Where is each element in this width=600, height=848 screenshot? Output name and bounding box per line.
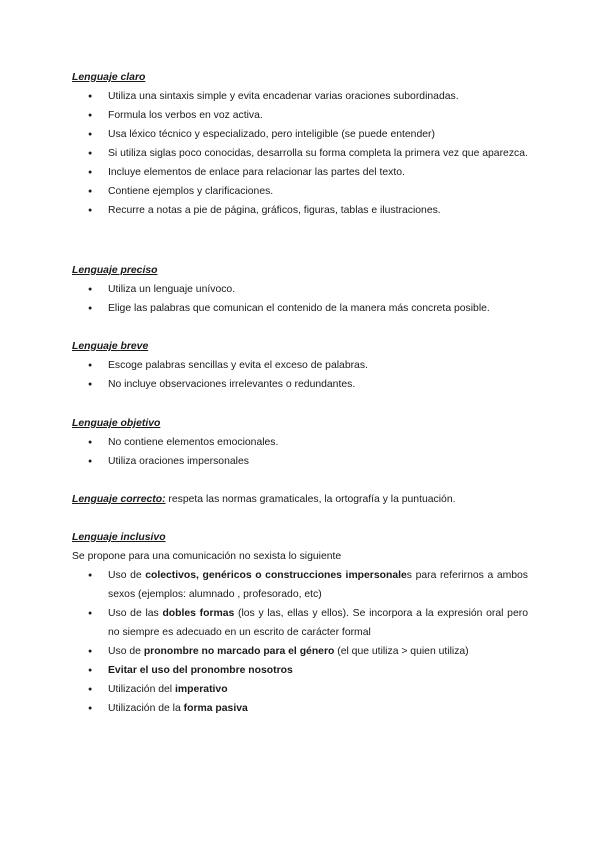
list-item: ● Incluye elementos de enlace para relacionar las partes del texto.	[72, 163, 528, 182]
heading-lenguaje-breve: Lenguaje breve	[72, 341, 149, 352]
list-lenguaje-breve	[72, 356, 528, 394]
list-item	[72, 661, 528, 680]
section-lenguaje-claro	[72, 68, 528, 220]
lenguaje-correcto-paragraph	[72, 490, 528, 509]
item-text: (los y las, ellas y ellos). Se incorpora a la expresión oral pero no siempre es adecuado en un escrito de carácter formal	[108, 608, 528, 638]
list-item: ● Formula los verbos en voz activa.	[72, 106, 528, 125]
list-item: ● Contiene ejemplos y clarificaciones.	[72, 182, 528, 201]
section-lenguaje-objetivo	[72, 414, 528, 471]
lenguaje-inclusivo-intro: Se propone para una comunicación no sexista lo siguiente	[72, 551, 342, 562]
section-lenguaje-breve	[72, 337, 528, 394]
item-bold-text: pronombre no marcado para el género	[143, 646, 335, 657]
item-text: s para referirnos a ambos sexos (ejemplos: alumnado , profesorado, etc)	[108, 570, 529, 600]
list-item: ● Utiliza oraciones impersonales	[72, 452, 528, 471]
list-item: ● Usa léxico técnico y especializado, pero inteligible (se puede entender)	[72, 125, 528, 144]
item-text: (el que utiliza > quien utiliza)	[334, 646, 469, 657]
section-lenguaje-inclusivo	[72, 528, 528, 718]
list-item: ● Escoge palabras sencillas y evita el exceso de palabras.	[72, 356, 528, 375]
item-text: Uso de las	[108, 608, 163, 619]
lenguaje-correcto-text: respeta las normas gramaticales, la ortografía y la puntuación.	[165, 494, 456, 505]
heading-lenguaje-objetivo: Lenguaje objetivo	[72, 418, 161, 429]
list-item: ● No contiene elementos emocionales.	[72, 433, 528, 452]
list-item: ● Utiliza una sintaxis simple y evita encadenar varias oraciones subordinadas.	[72, 87, 528, 106]
list-item	[72, 604, 528, 642]
heading-lenguaje-claro: Lenguaje claro	[72, 72, 146, 83]
list-item: ● Si utiliza siglas poco conocidas, desarrolla su forma completa la primera vez que aparezca.	[72, 144, 528, 163]
item-bold-text: imperativo	[175, 684, 228, 695]
item-text: Uso de	[108, 570, 146, 581]
item-text: Utilización de la	[108, 703, 184, 714]
list-item: ● Utiliza un lenguaje unívoco.	[72, 280, 528, 299]
list-lenguaje-inclusivo	[72, 566, 528, 718]
list-lenguaje-preciso	[72, 280, 528, 318]
list-item	[72, 680, 528, 699]
list-item: ● No incluye observaciones irrelevantes o redundantes.	[72, 375, 528, 394]
list-lenguaje-objetivo	[72, 433, 528, 471]
list-item	[72, 642, 528, 661]
item-bold-text: dobles formas	[162, 608, 235, 619]
list-item	[72, 699, 528, 718]
heading-lenguaje-correcto: Lenguaje correcto:	[72, 494, 166, 505]
list-item: ● Elige las palabras que comunican el contenido de la manera más concreta posible.	[72, 299, 528, 318]
item-bold-text: Evitar el uso del pronombre nosotros	[108, 665, 293, 676]
heading-lenguaje-preciso: Lenguaje preciso	[72, 265, 158, 276]
item-text: Uso de	[108, 646, 144, 657]
section-lenguaje-correcto	[72, 490, 528, 509]
section-lenguaje-preciso	[72, 261, 528, 318]
item-text: Utilización del	[108, 684, 175, 695]
heading-lenguaje-inclusivo: Lenguaje inclusivo	[72, 532, 166, 543]
item-bold-text: colectivos, genéricos o construcciones impersonale	[145, 570, 407, 581]
list-item: ● Recurre a notas a pie de página, gráficos, figuras, tablas e ilustraciones.	[72, 201, 528, 220]
list-lenguaje-claro	[72, 87, 528, 220]
list-item	[72, 566, 528, 604]
item-bold-text: forma pasiva	[183, 703, 248, 714]
